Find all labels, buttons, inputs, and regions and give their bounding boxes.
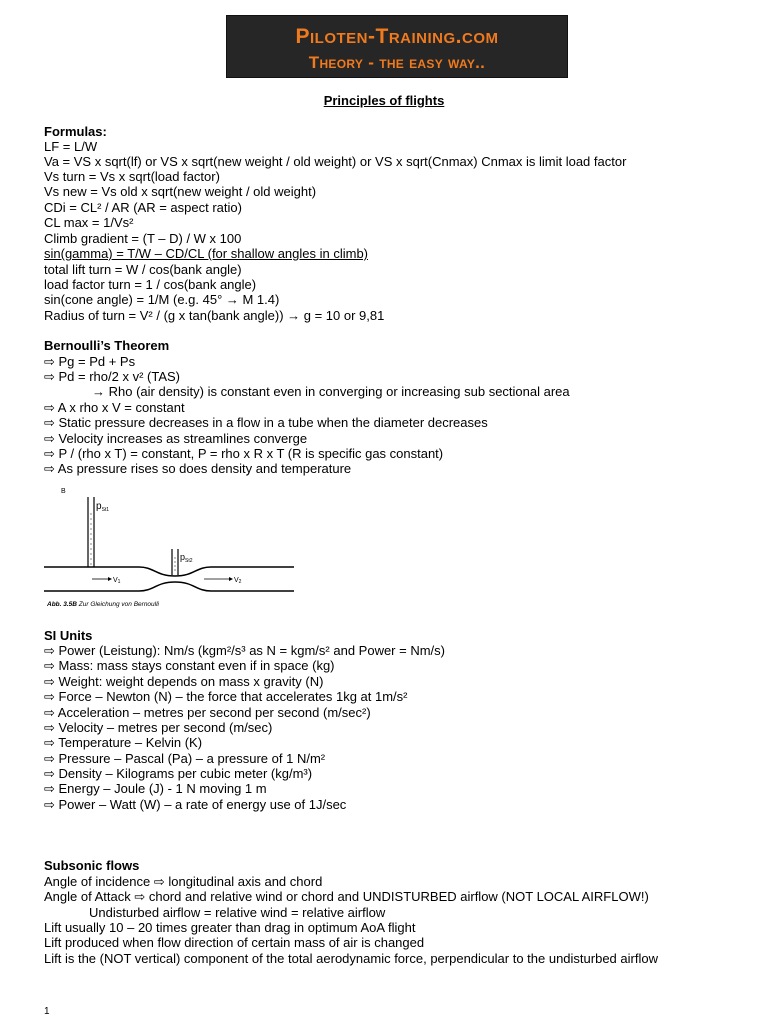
bernoulli-line: ⇨ Pd = rho/2 x v² (TAS) — [44, 369, 180, 384]
formula-line: Va = VS x sqrt(lf) or VS x sqrt(new weight / old weight) or VS x sqrt(Cnmax) Cnmax is limit load factor — [44, 154, 627, 169]
figure-label-b: B — [61, 488, 66, 495]
si-units-line: ⇨ Acceleration – metres per second per second (m/sec²) — [44, 705, 371, 720]
p1-label: $p_{St1}$ — [96, 501, 110, 513]
subsonic-line: Lift produced when flow direction of certain mass of air is changed — [44, 935, 425, 950]
bernoulli-line: ⇨ As pressure rises so does density and temperature — [44, 461, 352, 476]
subsonic-line: Undisturbed airflow = relative wind = relative airflow — [89, 905, 386, 920]
subsonic-line: Angle of incidence ⇨ longitudinal axis and chord — [44, 874, 323, 889]
page-title: Principles of flights — [323, 93, 445, 108]
si-units-line: ⇨ Mass: mass stays constant even if in space (kg) — [44, 658, 335, 673]
si-units-line: ⇨ Energy – Joule (J) - 1 N moving 1 m — [44, 781, 267, 796]
si-units-line: ⇨ Temperature – Kelvin (K) — [44, 735, 203, 750]
formula-line: total lift turn = W / cos(bank angle) — [44, 262, 242, 277]
bernoulli-heading: Bernoulli’s Theorem — [44, 338, 170, 353]
formula-line: Vs new = Vs old x sqrt(new weight / old weight) — [44, 184, 317, 199]
site-banner — [226, 15, 568, 78]
bernoulli-line: → Rho (air density) is constant even in converging or increasing sub sectional area — [92, 384, 570, 399]
formula-line: sin(gamma) = T/W – CD/CL (for shallow angles in climb) — [44, 246, 369, 261]
formula-line: sin(cone angle) = 1/M (e.g. 45° → M 1.4) — [44, 292, 280, 307]
bernoulli-line: ⇨ Velocity increases as streamlines converge — [44, 431, 308, 446]
bernoulli-figure — [44, 483, 294, 611]
subsonic-line: Angle of Attack ⇨ chord and relative wind or chord and UNDISTURBED airflow (NOT LOCAL AIRFLOW!) — [44, 889, 649, 904]
formula-line: Vs turn = Vs x sqrt(load factor) — [44, 169, 220, 184]
bernoulli-line: ⇨ Pg = Pd + Ps — [44, 354, 136, 369]
banner-subtitle: Theory - the easy way.. — [308, 53, 486, 72]
si-units-line: ⇨ Velocity – metres per second (m/sec) — [44, 720, 273, 735]
bernoulli-line: ⇨ Static pressure decreases in a flow in a tube when the diameter decreases — [44, 415, 488, 430]
banner-title: Piloten-Training.com — [295, 25, 499, 48]
si-units-line: ⇨ Power – Watt (W) – a rate of energy use of 1J/sec — [44, 797, 347, 812]
formula-line: load factor turn = 1 / cos(bank angle) — [44, 277, 257, 292]
formula-line: Radius of turn = V² / (g x tan(bank angle)) → g = 10 or 9,81 — [44, 308, 385, 323]
formula-line: CDi = CL² / AR (AR = aspect ratio) — [44, 200, 242, 215]
si-units-line: ⇨ Weight: weight depends on mass x gravity (N) — [44, 674, 324, 689]
figure-caption: Abb. 3.5B Zur Gleichung von Bernoulli — [47, 601, 159, 608]
formula-line: LF = L/W — [44, 139, 98, 154]
bernoulli-line: ⇨ P / (rho x T) = constant, P = rho x R x T (R is specific gas constant) — [44, 446, 444, 461]
si-units-heading: SI Units — [44, 628, 93, 643]
v1-label: V1 — [113, 577, 121, 585]
si-units-line: ⇨ Pressure – Pascal (Pa) – a pressure of 1 N/m² — [44, 751, 326, 766]
formula-line: Climb gradient = (T – D) / W x 100 — [44, 231, 242, 246]
formula-line: CL max = 1/Vs² — [44, 215, 134, 230]
bernoulli-line: ⇨ A x rho x V = constant — [44, 400, 185, 415]
subsonic-line: Lift usually 10 – 20 times greater than drag in optimum AoA flight — [44, 920, 416, 935]
page-number: 1 — [44, 1006, 50, 1017]
si-units-line: ⇨ Density – Kilograms per cubic meter (kg/m³) — [44, 766, 313, 781]
formulas-heading: Formulas: — [44, 124, 107, 139]
subsonic-heading: Subsonic flows — [44, 858, 140, 873]
si-units-line: ⇨ Power (Leistung): Nm/s (kgm²/s³ as N = kgm/s² and Power = Nm/s) — [44, 643, 445, 658]
subsonic-line: Lift is the (NOT vertical) component of the total aerodynamic force, perpendicular to the undisturbed airflow — [44, 951, 658, 966]
v2-label: V2 — [234, 577, 242, 585]
p2-label: $p_{St2}$ — [180, 552, 193, 564]
si-units-line: ⇨ Force – Newton (N) – the force that accelerates 1kg at 1m/s² — [44, 689, 408, 704]
